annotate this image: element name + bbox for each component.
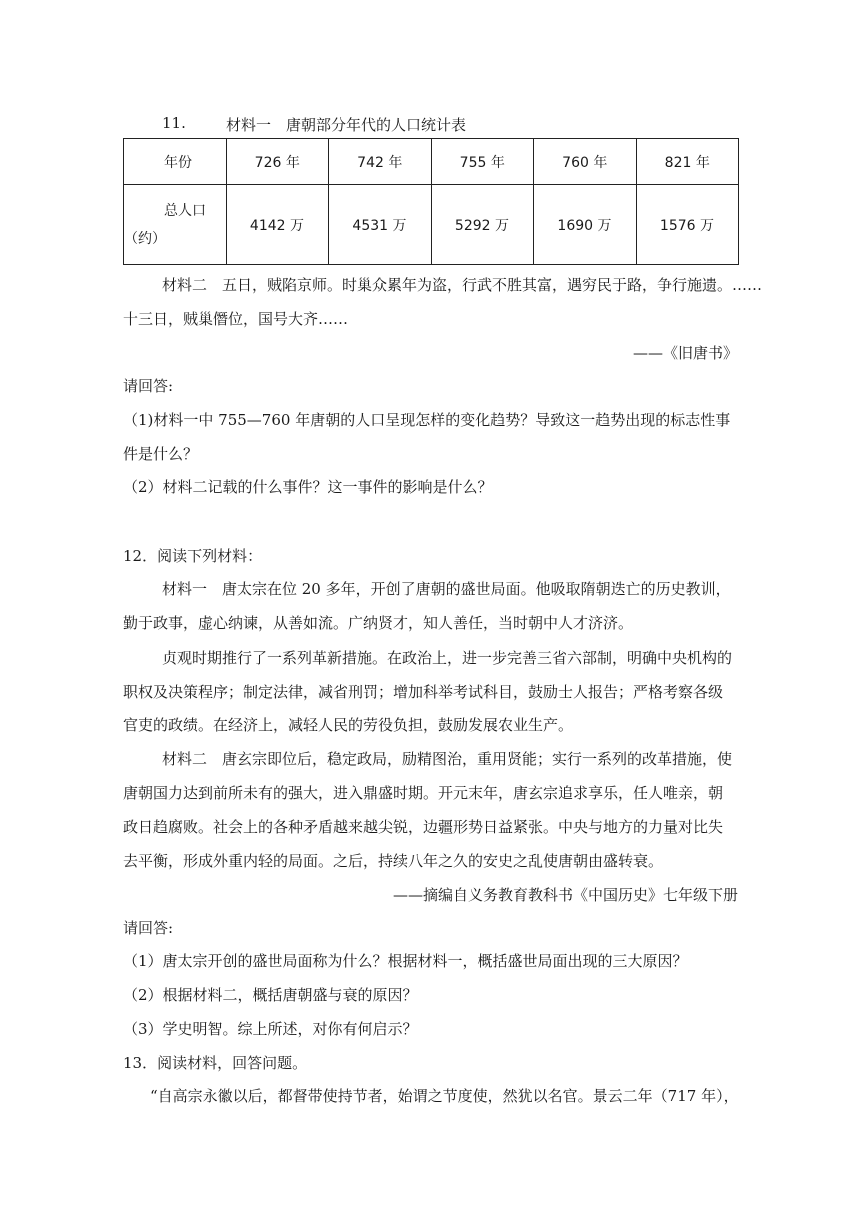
q12-material1-p1-line1: 材料一 唐太宗在位 20 多年，开创了唐朝的盛世局面。他吸取隋朝迭亡的历史教训， xyxy=(162,580,731,598)
population-cell: 4531 万 xyxy=(329,185,432,265)
population-table xyxy=(123,138,739,265)
q12-material2-line3: 政日趋腐败。社会上的各种矛盾越来越尖锐，边疆形势日益紧张。中央与地方的力量对比失 xyxy=(123,818,724,836)
year-cell: 742 年 xyxy=(329,139,432,185)
population-cell: 1576 万 xyxy=(636,185,739,265)
q11-material2-line2: 十三日，贼巢僭位，国号大齐…… xyxy=(123,310,349,328)
population-cell: 5292 万 xyxy=(431,185,534,265)
q12-heading: 12．阅读下列材料： xyxy=(123,547,263,565)
q12-question2: （2）根据材料二，概括唐朝盛与衰的原因？ xyxy=(123,986,418,1004)
year-cell: 755 年 xyxy=(431,139,534,185)
q11-number: 11. xyxy=(162,114,186,132)
q11-question1-line1: （1)材料一中 755—760 年唐朝的人口呈现怎样的变化趋势？导致这一趋势出现的标志性事 xyxy=(123,411,731,429)
row-label-line2: （约） xyxy=(124,230,166,247)
table-row-years xyxy=(124,139,739,185)
q12-question3: （3）学史明智。综上所述，对你有何启示？ xyxy=(123,1020,418,1038)
q11-source: ——《旧唐书》 xyxy=(632,344,738,362)
q11-prompt: 请回答: xyxy=(123,377,174,395)
q11-question2: （2）材料二记载的什么事件？这一事件的影响是什么？ xyxy=(123,478,493,496)
q12-material1-p2-line2: 职权及决策程序；制定法律，减省刑罚；增加科举考试科目，鼓励士人报告；严格考察各级 xyxy=(123,683,724,701)
year-cell: 821 年 xyxy=(636,139,739,185)
q12-material1-p2-line1: 贞观时期推行了一系列革新措施。在政治上，进一步完善三省六部制，明确中央机构的 xyxy=(162,649,733,667)
table-row-label xyxy=(124,185,227,265)
q11-material1-title: 材料一 唐朝部分年代的人口统计表 xyxy=(226,116,467,134)
q13-material-line1: “自高宗永徽以后，都督带使持节者，始谓之节度使，然犹以名官。景云二年（717 年）， xyxy=(150,1087,739,1105)
population-cell: 4142 万 xyxy=(226,185,329,265)
q12-material1-p1-line2: 勤于政事，虚心纳谏，从善如流。广纳贤才，知人善任，当时朝中人才济济。 xyxy=(123,614,634,632)
q11-material2-line1: 材料二 五日，贼陷京师。时巢众累年为盗，行武不胜其富，遇穷民于路，争行施遗。…… xyxy=(162,276,763,294)
q13-heading: 13．阅读材料，回答问题。 xyxy=(123,1054,308,1072)
q12-material2-line2: 唐朝国力达到前所未有的强大，进入鼎盛时期。开元末年，唐玄宗追求享乐，任人唯亲，朝 xyxy=(123,784,724,802)
row-label-line1: 总人口 xyxy=(164,202,206,219)
q12-prompt: 请回答: xyxy=(123,919,174,937)
q12-material1-p2-line3: 官吏的政绩。在经济上，减轻人民的劳役负担，鼓励发展农业生产。 xyxy=(123,716,574,734)
q12-question1: （1）唐太宗开创的盛世局面称为什么？根据材料一，概括盛世局面出现的三大原因？ xyxy=(123,952,688,970)
q12-material2-line1: 材料二 唐玄宗即位后，稳定政局，励精图治，重用贤能；实行一系列的改革措施，使 xyxy=(162,750,733,768)
population-cell: 1690 万 xyxy=(534,185,637,265)
q11-question1-line2: 件是什么？ xyxy=(123,445,199,463)
q12-material2-line4: 去平衡，形成外重内轻的局面。之后，持续八年之久的安史之乱使唐朝由盛转衰。 xyxy=(123,852,664,870)
table-row-population xyxy=(124,185,739,265)
year-cell: 726 年 xyxy=(226,139,329,185)
table-header-label: 年份 xyxy=(124,139,227,185)
year-cell: 760 年 xyxy=(534,139,637,185)
q12-source: ——摘编自义务教育教科书《中国历史》七年级下册 xyxy=(392,886,738,904)
